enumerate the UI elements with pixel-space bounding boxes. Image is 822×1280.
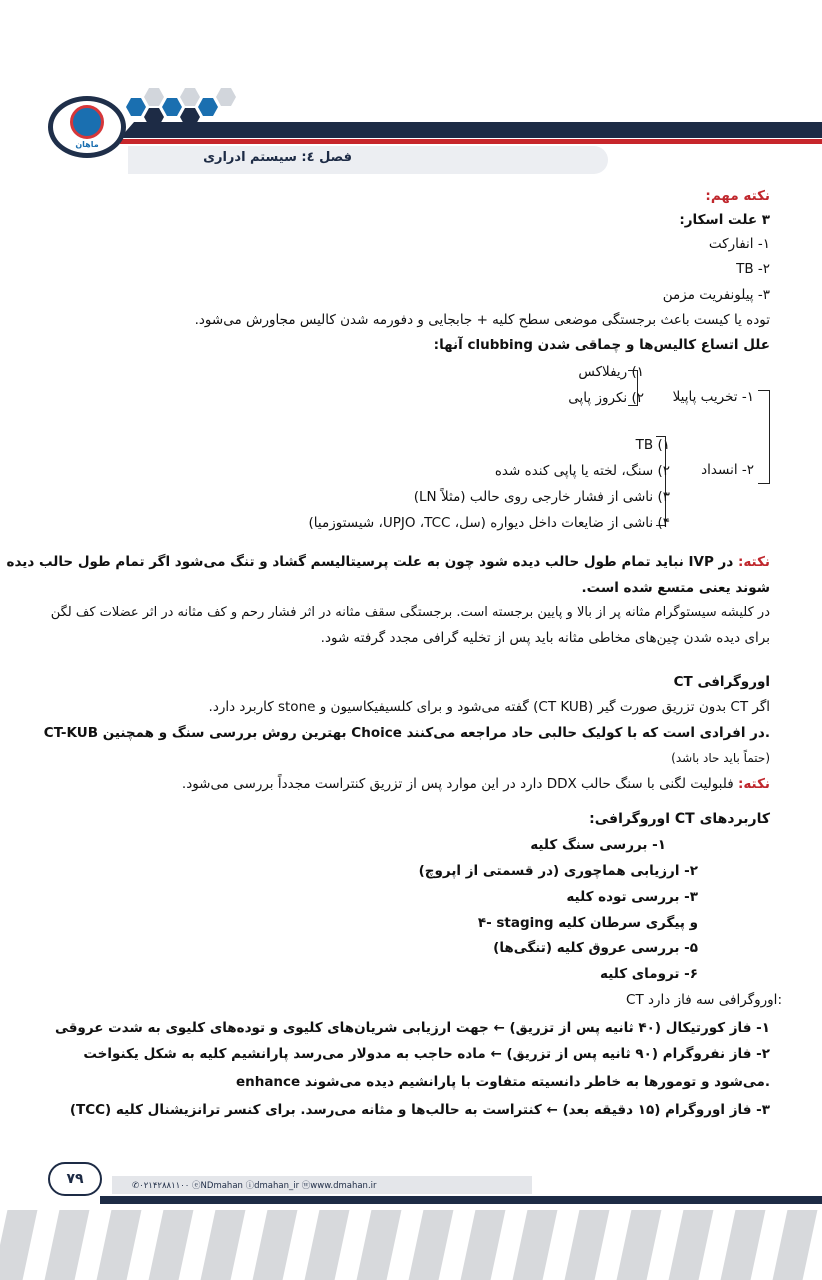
tooth-logo-icon	[70, 105, 104, 139]
paragraph: برای دیده شدن چین‌های مخاطی مثانه باید پس از تخلیه گرافی مجدد گرفته شود.	[320, 630, 770, 646]
list-item: ۵- بررسی عروق کلیه (تنگی‌ها)	[493, 940, 698, 956]
bracket-label-papilla: ۱- تخریب پاپیلا	[672, 389, 754, 405]
phase-item: ۱- فاز کورتیکال (۴۰ ثانیه پس از تزریق) ← جهت ارزیابی شریان‌های کلیوی و توده‌های کلیوی به شدت عروقی	[54, 1020, 770, 1036]
list-item: ۳- بررسی توده کلیه	[566, 889, 698, 905]
note-label: نکته:	[737, 554, 770, 570]
list-item: TB (۱	[635, 437, 670, 453]
ct-uses-heading: کاربردهای CT اوروگرافی:	[589, 811, 770, 827]
scar-causes-heading: ۳ علت اسکار:	[679, 212, 770, 228]
list-item: TB -۲	[736, 261, 770, 277]
list-item: ۲- ارزیابی هماچوری (در قسمتی از اپروچ)	[418, 863, 698, 879]
note-paragraph: نکته: فلبولیت لگنی با سنگ حالب DDX دارد در این موارد پس از تزریق کنتراست مجدداً بررسی می‌شود.	[181, 776, 770, 792]
paragraph: (حتماً باید حاد باشد)	[671, 751, 770, 765]
footer-stripes-decoration	[0, 1210, 822, 1280]
page-number: ۷۹	[48, 1162, 102, 1196]
phase-item: ۳- فاز اوروگرام (۱۵ دقیقه بعد) ← کنتراست به حالب‌ها و مثانه می‌رسد. برای کنسر ترانزیشنال کلیه (TCC)	[69, 1102, 770, 1118]
list-item: ۱- بررسی سنگ کلیه	[530, 837, 666, 853]
paragraph: توده یا کیست باعث برجستگی موضعی سطح کلیه + جابجایی و دفورمه شدن کالیس مجاورش می‌شود.	[194, 312, 770, 328]
clubbing-heading: علل اتساع کالیس‌ها و چماقی شدن clubbing آنها:	[433, 337, 770, 353]
ct-urography-heading: CT اوروگرافی	[673, 674, 770, 690]
list-item: ۱) ریفلاکس	[578, 364, 644, 380]
chapter-title: فصل ٤: سیستم ادراری	[203, 150, 352, 165]
chapter-title-box	[128, 146, 608, 174]
logo	[48, 96, 126, 158]
bracket-label-obstruction: ۲- انسداد	[701, 462, 754, 478]
paragraph: CT اوروگرافی سه فاز دارد:	[626, 992, 782, 1008]
list-item: ۲) نکروز پاپی	[568, 390, 644, 406]
header-bar	[120, 122, 822, 138]
list-item: ۳- پیلونفریت مزمن	[662, 287, 770, 303]
important-note-heading: نکته مهم:	[705, 188, 770, 204]
note-label: نکته:	[737, 776, 770, 792]
footer-contact: ✆۰۲۱۴۲۸۸۱۱۰۰ ⓔNDmahan ⓘdmahan_ir ⓦwww.dmahan.ir	[132, 1181, 377, 1191]
list-item: ۳) ناشی از فشار خارجی روی حالب (مثلاً LN)	[413, 489, 670, 505]
list-item: ۴- staging و پیگری سرطان کلیه	[477, 915, 698, 931]
paragraph: CT-KUB بهترین روش بررسی سنگ و همچنین Choice در افرادی است که با کولیک حالبی حاد مراجعه می‌کنند.	[43, 725, 770, 741]
paragraph: در کلیشه سیستوگرام مثانه پر از بالا و پایین برجسته است. برجستگی سقف مثانه در اثر فشار رحم و کف مثانه در اثر عضلات کف لگن	[50, 605, 770, 620]
logo-text: ماهان	[75, 140, 99, 149]
footer-bar	[100, 1196, 822, 1204]
list-item: ۶- ترومای کلیه	[600, 966, 698, 982]
paragraph: اگر CT بدون تزریق صورت گیر (CT KUB) گفته می‌شود و برای کلسیفیکاسیون و stone کاربرد دارد.	[208, 699, 770, 715]
header-accent-line	[120, 139, 822, 144]
note-paragraph: نکته: در IVP نباید تمام طول حالب دیده شود چون به علت پرسیتالیسم گشاد و تنگ می‌شود اگر تمام طول حالب دیده	[6, 554, 770, 570]
list-item: ۴) ناشی از ضایعات داخل دیواره (سل، UPJO ،TCC، شیستوزمیا)	[308, 515, 670, 531]
phase-item: ۲- فاز نفروگرام (۹۰ ثانیه پس از تزریق) ← ماده حاجب به مدولار می‌رسد پارانشیم کلیه به شکل یکنواخت	[83, 1046, 770, 1062]
outer-bracket	[758, 390, 770, 484]
paragraph: شوند یعنی متسع شده است.	[581, 580, 770, 596]
list-item: ۱- انفارکت	[708, 236, 770, 252]
phase-item: enhance می‌شود و تومورها به خاطر دانسیته متفاوت با پارانشیم دیده می‌شوند.	[235, 1074, 770, 1090]
list-item: ۲) سنگ، لخته یا پاپی کنده شده	[494, 463, 670, 479]
